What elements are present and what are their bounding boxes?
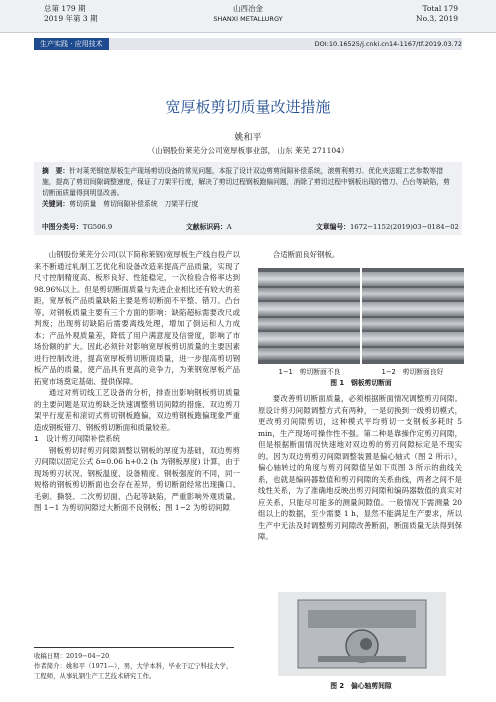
affiliation: （山钢股份莱芜分公司宽厚板事业部， 山东 莱芜 271104） [147,146,349,155]
article-no-value: 1672−1152(2019)03−0184−02 [349,223,459,231]
journal-name-en: SHANXI METALLURGY [213,15,283,23]
blade-holder [308,610,416,628]
paragraph: 通过对剪切线工艺设备的分析，排查出影响钢板剪切质量的主要问题是双边剪缺乏快速调整剪切间隙的措施、双边剪刀架平行度差和滚切式剪切钢板跑偏，双边剪钢板跑偏现象严重造成钢板错刀、钢板剪切断面和质量较差。 [34,388,240,432]
issue-number-en: No.3, 2019 [416,14,458,23]
journal-name-cn: 山西冶金 [233,4,263,13]
issue-total-en: Total 179 [422,4,458,13]
issue-year-cn: 2019 年第 3 期 [44,14,98,23]
figure-2 [278,592,446,676]
author-bio: 作者简介：姚和平（1971—），男，大学本科，毕业于辽宁科技大学，工程师，从事轧钢生产工艺技术研究工作。 [34,662,233,680]
clc-label: 中图分类号： [42,223,83,231]
paragraph: 钢板剪切时剪刃间隙调整以钢板的厚度为基础，双边剪剪刃间隙以固定公式 δ=0.06 h+0.2 (h 为钢板厚度) 计算，由于现场剪刃状况、钢板温度、设备精度、钢板强度的不同，同一规格的钢板剪切断面也会存在差异，剪切断面经常出现撕口、毛刺、撕裂、二次剪切面、凸起等缺陷，严重影响外观质量。图 1−1 为剪切间隙过大断面不良钢板；图 1−2 为剪切间隙 [34,445,240,512]
footnote [34,651,234,681]
clc-number [42,222,112,232]
issue-total-cn: 总第 179 期 [44,4,86,13]
section-heading: 1 设计剪刃间隙补偿系统 [34,434,121,443]
paragraph: 要改善剪切断面质量，必须根据断面情况调整剪刃间隙。原设计剪刃间隙调整方式有两种，一是切换到一级剪切模式，更改剪刃间隙剪切，这种模式平均剪切一支钢板多耗时 5 min，生产现场可操作性不强。第二种是靠操作定剪刃间隙，但是根据断面情况快速地对双边剪的剪刃间隙标定是不现实的。因为双边剪剪刃间隙调整装置是偏心轴式（图 2 所示），偏心轴转过的角度与剪刃间隙值呈如下页图 3 所示的曲线关系，也就是编码器数值和剪刃间隙的关系曲线，两者之间不是线性关系，为了准确地反映出剪刃间隙和编码器数值的真实对应关系，只能尽可能多的测量间隙值。一般情况下需测量 20 组以上的数据，至少需要 1 h，显然不能满足生产要求，所以生产中无法及时调整剪刃间隙改善断面，断面质量无法得到保障。 [258,394,462,541]
keywords-text: 剪切质量 剪切间隙补偿系统 刀架平行度 [69,200,199,208]
abstract-text-block [42,166,454,199]
eccentric-shaft-hub [360,638,372,650]
article-no-label: 文章编号： [316,223,350,231]
figure-1 [258,268,464,364]
figure-2-photo [278,592,446,676]
right-column-top [258,249,462,261]
paragraph: 山钢股份莱芜分公司(以下简称莱钢)宽厚板生产线自投产以来不断通过轧制工艺优化和设备改造来提高产品质量，实现了尺寸控制精度高、板形良好、性能稳定，一次检验合格率达到 98.96%以上。但是剪切断面质量与先进企业相比还有较大的差距，宽厚板产品质量缺陷主要是剪切断面不平整、错刀、凸台等。对钢板质量主要有三个方面的影响：缺陷超标需要改尺或判废；出现剪切缺陷后需要离线处理，增加了倒运和人力成本；产品外观质量差，降低了用户满意度及信誉度，影响了市场份额的扩大。因此必须针对影响宽厚板剪切质量的主要因素进行控制改进，提高宽厚板剪切断面质量，进一步提高剪切钢板产品的质量，使产品具有更高的竞争力，为莱钢宽厚板产品拓宽市场奠定基础、提供保障。 [34,250,240,386]
figure-1-subcaption-2: 1−2 剪切断面良好 [381,368,444,376]
received-date: 收稿日期：2019−04−20 [34,652,110,660]
keywords [42,199,454,210]
doc-code [186,222,232,232]
paragraph: 合适断面良好钢板。 [272,250,340,259]
left-column [34,249,240,641]
issue-info-right [416,4,458,24]
journal-header [0,0,496,33]
doi: DOI:10.16525/j.cnki.cn14-1167/tf.2019.03.72 [314,40,462,48]
clc-value: TG506.9 [82,223,113,231]
doc-code-value: A [226,223,232,231]
figure-2-caption: 图 2 偏心轴剪间隙 [330,682,392,690]
section-tag: 生产实践 · 应用技术 [34,38,109,50]
figure-1-subcaption-1: 1−1 剪切断面不良 [278,368,341,376]
figure-1-caption: 图 1 钢板剪切断面 [330,379,392,387]
keywords-label: 关键词： [42,200,70,208]
figure-1-photos [258,268,464,364]
article-title: 宽厚板剪切质量改进措施 [165,98,331,116]
footnote-rule [34,647,234,648]
gap-adjuster [318,656,406,662]
abstract-label: 摘 要： [42,167,70,175]
right-column-body [258,393,462,585]
doc-code-label: 文献标识码： [186,223,227,231]
abstract-text: 针对莱芜钢宽厚板生产现场剪切设备的常见问题，本报了设计双边剪剪间隙补偿系统，滚剪利剪刃、优化夹送辊工艺参数等措施，提高了剪切间隙调整速度，保证了刀架平行度，解决了剪切过程钢板跑偏问题，消除了剪切过程中钢板出现的错刀、凸台等缺陷，剪切断面质量得到明显改善。 [42,167,450,197]
author: 姚和平 [234,133,262,143]
abstract [42,166,454,210]
article-number [316,222,459,232]
